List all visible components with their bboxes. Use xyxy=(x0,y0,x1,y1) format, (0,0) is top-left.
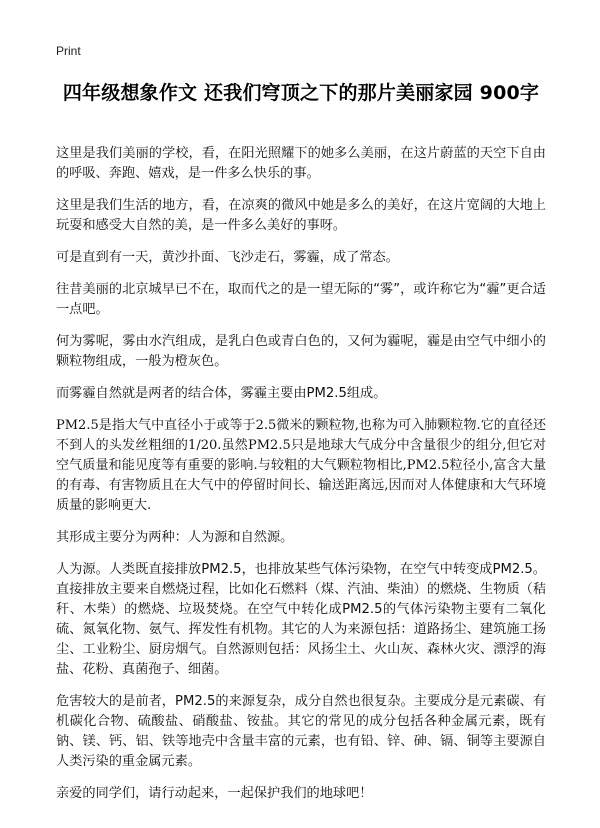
paragraph: 危害较大的是前者，PM2.5的来源复杂，成分自然也很复杂。主要成分是元素碳、有机碳化合物、硫酸盐、硝酸盐、铵盐。其它的常见的成分包括各种金属元素，既有钠、镁、钙、铝、铁等地壳中含量丰富的元素，也有铅、锌、砷、镉、铜等主要源自人类污染的重金属元素。 xyxy=(56,694,546,769)
paragraph: 何为雾呢，雾由水汽组成，是乳白色或青白色的，又何为霾呢，霾是由空气中细小的颗粒物组成，一般为橙灰色。 xyxy=(56,334,546,369)
paragraph: 这里是我们美丽的学校，看，在阳光照耀下的她多么美丽，在这片蔚蓝的天空下自由的呼吸、奔跑、嬉戏，是一件多么快乐的事。 xyxy=(56,146,546,181)
paragraph: 亲爱的同学们，请行动起来，一起保护我们的地球吧！ xyxy=(56,786,373,801)
paragraph: 这里是我们生活的地方，看，在凉爽的微风中她是多么的美好，在这片宽阔的大地上玩耍和感受大自然的美，是一件多么美好的事呀。 xyxy=(56,198,546,233)
print-link[interactable]: Print xyxy=(56,44,81,58)
article-body xyxy=(56,144,546,816)
paragraph: 其形成主要分为两种：人为源和自然源。 xyxy=(56,530,294,545)
paragraph: 往昔美丽的北京城早已不在，取而代之的是一望无际的“雾”，或许称它为“霾”更合适一点吧。 xyxy=(56,282,546,317)
paragraph: 可是直到有一天，黄沙扑面、飞沙走石，雾霾，成了常态。 xyxy=(56,250,399,265)
paragraph: 人为源。人类既直接排放PM2.5，也排放某些气体污染物，在空气中转变成PM2.5。直接排放主要来自燃烧过程，比如化石燃料（煤、汽油、柴油）的燃烧、生物质（秸秆、木柴）的燃烧、垃圾焚烧。在空气中转化成PM2.5的气体污染物主要有二氧化硫、氮氧化物、氨气、挥发性有机物。其它的人为来源包括：道路扬尘、建筑施工扬尘、工业粉尘、厨房烟气。自然源则包括：风扬尘土、火山灰、森林火灾、漂浮的海盐、花粉、真菌孢子、细菌。 xyxy=(56,562,546,677)
paragraph: PM2.5是指大气中直径小于或等于2.5微米的颗粒物,也称为可入肺颗粒物.它的直径还不到人的头发丝粗细的1/20.虽然PM2.5只是地球大气成分中含量很少的组分,但它对空气质量和能见度等有重要的影响.与较粗的大气颗粒物相比,PM2.5粒径小,富含大量的有毒、有害物质且在大气中的停留时间长、输送距离远,因而对人体健康和大气环境质量的影响更大. xyxy=(56,418,546,513)
page-title: 四年级想象作文 还我们穹顶之下的那片美丽家园 900字 xyxy=(62,82,540,104)
paragraph: 而雾霾自然就是两者的结合体，雾霾主要由PM2.5组成。 xyxy=(56,386,387,401)
